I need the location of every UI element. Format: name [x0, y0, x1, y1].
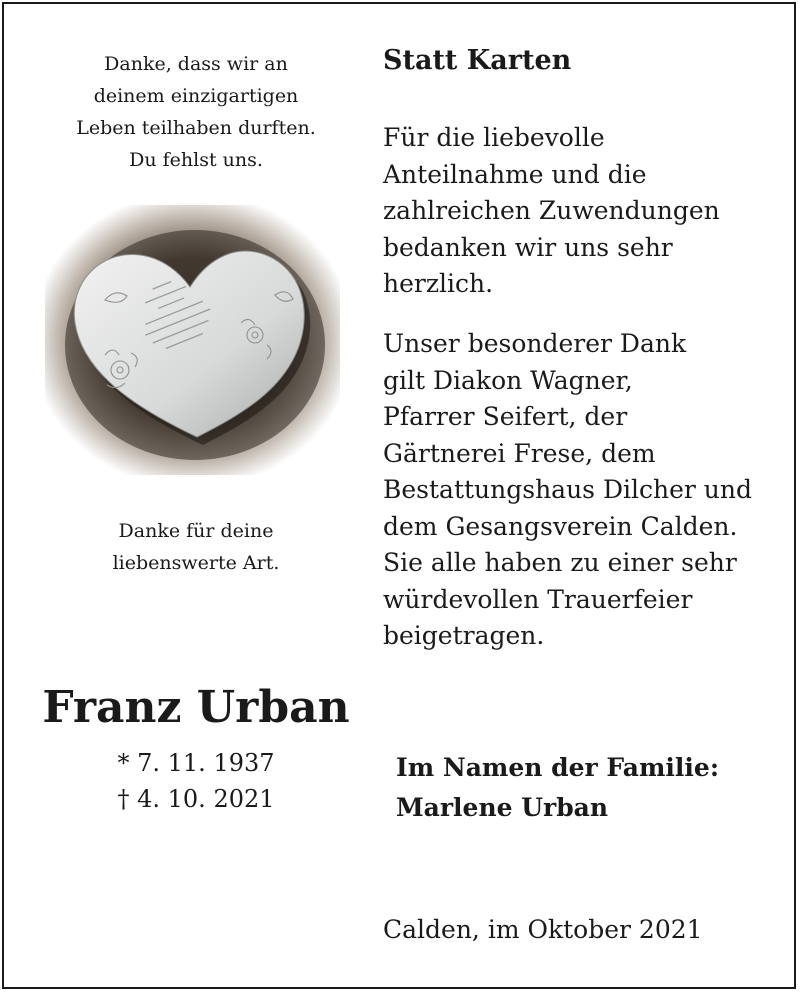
family-signature: [396, 748, 719, 828]
deceased-name: Franz Urban: [42, 682, 350, 733]
signature-intro: Im Namen der Familie:: [396, 753, 720, 782]
heart-stone-photo: [45, 205, 340, 475]
special-thanks-paragraph: Unser besonderer Dank gilt Diakon Wagner, Pfarrer Seifert, der Gärtnerei Frese, dem Bestattungshaus Dilcher und dem Gesangsverein Calden. Sie alle haben zu einer sehr würdevollen Trauerfeier beigetragen.: [383, 329, 752, 650]
thanks-paragraph: Für die liebevolle Anteilnahme und die zahlreichen Zuwendungen bedanken wir uns sehr herzlich.: [383, 123, 720, 298]
birth-date: * 7. 11. 1937: [117, 749, 275, 777]
thank-you-quote: Danke, dass wir an deinem einzigartigen Leben teilhaben durften. Du fehlst uns.: [76, 53, 316, 171]
photo-caption: Danke für deine liebenswerte Art.: [112, 520, 280, 574]
death-date: † 4. 10. 2021: [117, 785, 275, 813]
place-and-date: Calden, im Oktober 2021: [383, 915, 703, 944]
life-dates: [40, 745, 352, 817]
notice-heading: Statt Karten: [383, 45, 572, 76]
signature-name: Marlene Urban: [396, 793, 609, 822]
